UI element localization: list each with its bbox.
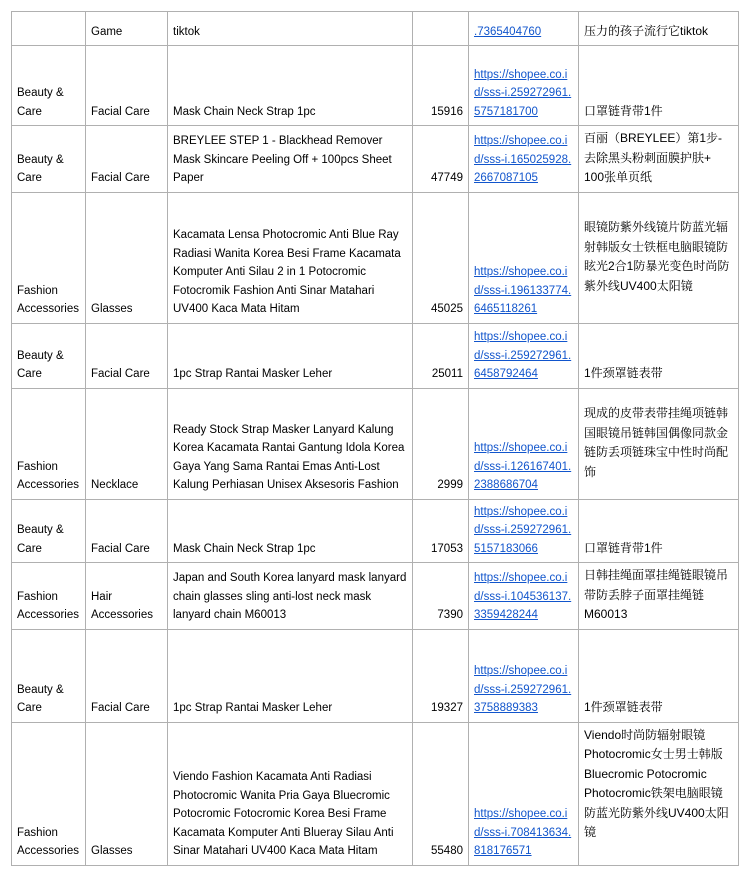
translated-title-text: 现成的皮带表带挂绳项链韩国眼镜吊链韩国偶像同款金链防丢项链珠宝中性时尚配饰 (584, 406, 729, 479)
cell-count[interactable]: 19327 (413, 629, 469, 722)
cell-category-main[interactable]: Beauty & Care (12, 499, 86, 563)
product-title-text: BREYLEE STEP 1 - Blackhead Remover Mask Skincare Peeling Off + 100pcs Sheet Paper (173, 135, 392, 184)
product-title-text: Viendo Fashion Kacamata Anti Radiasi Photocromic Wanita Pria Gaya Bluecromic Potocromic Fotocromic Korea Besi Frame Kacamata Komputer Anti Blueray Silau Anti Sinar Matahari UV400 Kaca Mata Hitam (173, 771, 394, 857)
cell-category-sub[interactable]: Glasses (86, 722, 168, 865)
cell-product-title[interactable] (168, 126, 413, 193)
table-body (12, 12, 739, 866)
cell-product-url[interactable] (469, 12, 579, 46)
cell-category-main[interactable]: Fashion Accessories (12, 563, 86, 630)
cell-product-title[interactable] (168, 192, 413, 323)
product-title-text: Kacamata Lensa Photocromic Anti Blue Ray Radiasi Wanita Korea Besi Frame Kacamata Komputer Anti Silau 2 in 1 Potocromic Fotocromik Fashion Anti Sinar Matahari UV400 Kaca Mata Hitam (173, 229, 401, 315)
translated-title-text: 1件颈罩链表带 (584, 366, 663, 380)
cell-category-main[interactable]: Beauty & Care (12, 126, 86, 193)
table-row[interactable] (12, 388, 739, 499)
cell-translated-title[interactable] (579, 722, 739, 865)
cell-category-main[interactable]: Beauty & Care (12, 629, 86, 722)
cell-product-title[interactable] (168, 46, 413, 126)
cell-product-url[interactable] (469, 629, 579, 722)
cell-category-main[interactable]: Beauty & Care (12, 46, 86, 126)
cell-translated-title[interactable] (579, 323, 739, 388)
product-url-link[interactable]: .7365404760 (474, 25, 542, 38)
cell-count[interactable]: 17053 (413, 499, 469, 563)
cell-category-sub[interactable]: Facial Care (86, 126, 168, 193)
translated-title-text: 百丽（BREYLEE）第1步-去除黑头粉刺面膜护肤+ 100张单页纸 (584, 131, 723, 184)
product-url-link[interactable]: https://shopee.co.id/sss-i.259272961.6458792464 (474, 331, 572, 380)
cell-translated-title[interactable] (579, 192, 739, 323)
product-data-table (11, 11, 739, 866)
cell-product-url[interactable] (469, 722, 579, 865)
product-url-link[interactable]: https://shopee.co.id/sss-i.708413634.818176571 (474, 808, 572, 857)
table-row[interactable] (12, 126, 739, 193)
cell-category-main[interactable] (12, 12, 86, 46)
table-row[interactable] (12, 499, 739, 563)
cell-product-title[interactable] (168, 499, 413, 563)
cell-category-main[interactable]: Fashion Accessories (12, 722, 86, 865)
cell-product-url[interactable] (469, 323, 579, 388)
cell-product-url[interactable] (469, 126, 579, 193)
product-url-link[interactable]: https://shopee.co.id/sss-i.196133774.6465118261 (474, 266, 572, 315)
cell-translated-title[interactable] (579, 629, 739, 722)
cell-category-sub[interactable]: Facial Care (86, 46, 168, 126)
cell-product-url[interactable] (469, 563, 579, 630)
table-row[interactable] (12, 629, 739, 722)
cell-count[interactable]: 25011 (413, 323, 469, 388)
cell-category-sub[interactable]: Game (86, 12, 168, 46)
product-title-text: Mask Chain Neck Strap 1pc (173, 105, 316, 118)
table-row[interactable] (12, 192, 739, 323)
cell-translated-title[interactable] (579, 388, 739, 499)
cell-translated-title[interactable] (579, 126, 739, 193)
product-title-text: Mask Chain Neck Strap 1pc (173, 542, 316, 555)
cell-category-sub[interactable]: Facial Care (86, 499, 168, 563)
cell-product-title[interactable] (168, 323, 413, 388)
cell-category-sub[interactable]: Facial Care (86, 629, 168, 722)
cell-category-sub[interactable]: Hair Accessories (86, 563, 168, 630)
cell-category-main[interactable]: Fashion Accessories (12, 388, 86, 499)
cell-count[interactable]: 47749 (413, 126, 469, 193)
cell-count[interactable]: 2999 (413, 388, 469, 499)
product-url-link[interactable]: https://shopee.co.id/sss-i.165025928.2667087105 (474, 135, 572, 184)
cell-product-url[interactable] (469, 499, 579, 563)
translated-title-text: 1件颈罩链表带 (584, 700, 663, 714)
cell-product-url[interactable] (469, 388, 579, 499)
translated-title-text: 压力的孩子流行它tiktok (584, 23, 709, 38)
table-row[interactable] (12, 563, 739, 630)
cell-translated-title[interactable] (579, 46, 739, 126)
translated-title-text: 口罩链背带1件 (584, 103, 663, 118)
product-title-text: tiktok (173, 25, 200, 38)
product-url-link[interactable]: https://shopee.co.id/sss-i.259272961.5757181700 (474, 68, 572, 118)
product-title-text: 1pc Strap Rantai Masker Leher (173, 368, 333, 380)
table-row[interactable] (12, 722, 739, 865)
cell-translated-title[interactable] (579, 563, 739, 630)
cell-category-main[interactable]: Fashion Accessories (12, 192, 86, 323)
cell-category-sub[interactable]: Glasses (86, 192, 168, 323)
product-title-text: Ready Stock Strap Masker Lanyard Kalung Korea Kacamata Rantai Gantung Idola Korea Gaya Yang Sama Rantai Emas Anti-Lost Kalung Perhiasan Unisex Aksesoris Fashion (173, 423, 405, 491)
product-url-link[interactable]: https://shopee.co.id/sss-i.126167401.2388686704 (474, 442, 572, 491)
cell-count[interactable]: 7390 (413, 563, 469, 630)
cell-count[interactable]: 45025 (413, 192, 469, 323)
cell-category-main[interactable]: Beauty & Care (12, 323, 86, 388)
product-title-text: Japan and South Korea lanyard mask lanyard chain glasses sling anti-lost neck mask lanyard chain M60013 (173, 572, 407, 621)
cell-translated-title[interactable] (579, 499, 739, 563)
table-row[interactable] (12, 46, 739, 126)
translated-title-text: 日韩挂绳面罩挂绳链眼镜吊带防丢脖子面罩挂绳链M60013 (584, 568, 729, 621)
cell-translated-title[interactable] (579, 12, 739, 46)
cell-product-title[interactable] (168, 388, 413, 499)
cell-count[interactable]: 55480 (413, 722, 469, 865)
cell-product-url[interactable] (469, 46, 579, 126)
translated-title-text: 口罩链背带1件 (584, 540, 663, 555)
product-url-link[interactable]: https://shopee.co.id/sss-i.259272961.5157183066 (474, 505, 572, 555)
cell-count[interactable] (413, 12, 469, 46)
table-row[interactable] (12, 323, 739, 388)
product-url-link[interactable]: https://shopee.co.id/sss-i.259272961.3758889383 (474, 665, 572, 714)
cell-product-title[interactable] (168, 12, 413, 46)
table-row[interactable] (12, 12, 739, 46)
product-url-link[interactable]: https://shopee.co.id/sss-i.104536137.3359428244 (474, 572, 572, 621)
translated-title-text: Viendo时尚防辐射眼镜Photocromic女士男士韩版Bluecromic Potocromic Photocromic铁架电脑眼镜防蓝光防紫外线UV400太阳镜 (584, 727, 729, 839)
cell-product-title[interactable] (168, 563, 413, 630)
cell-count[interactable]: 15916 (413, 46, 469, 126)
product-title-text: 1pc Strap Rantai Masker Leher (173, 702, 333, 714)
cell-product-title[interactable] (168, 722, 413, 865)
cell-category-sub[interactable]: Facial Care (86, 323, 168, 388)
translated-title-text: 眼镜防紫外线镜片防蓝光辐射韩版女士铁框电脑眼镜防眩光2合1防暴光变色时尚防紫外线UV400太阳镜 (584, 220, 730, 293)
cell-category-sub[interactable]: Necklace (86, 388, 168, 499)
cell-product-url[interactable] (469, 192, 579, 323)
cell-product-title[interactable] (168, 629, 413, 722)
